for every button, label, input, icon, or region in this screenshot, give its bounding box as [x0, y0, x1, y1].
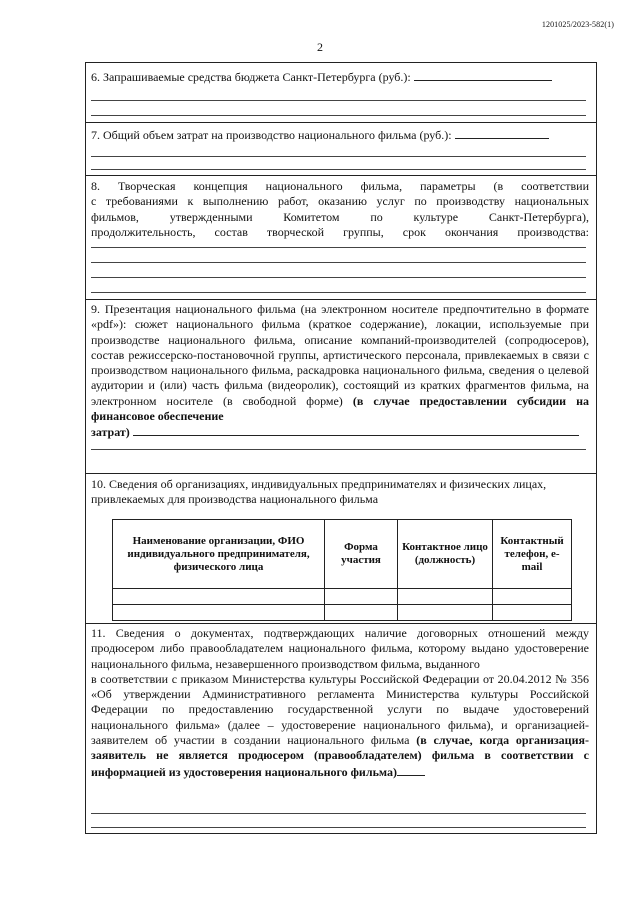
section-6-label: 6. Запрашиваемые средства бюджета Санкт-Петербурга (руб.): — [91, 70, 411, 84]
section-6-fill-line[interactable] — [414, 69, 552, 81]
section-7-answer-line[interactable] — [91, 169, 586, 170]
section-7-fill-line[interactable] — [455, 127, 549, 139]
table-cell[interactable] — [493, 605, 572, 621]
table-cell[interactable] — [398, 605, 493, 621]
document-number: 1201025/2023-582(1) — [541, 20, 614, 29]
page-number: 2 — [317, 40, 323, 54]
section-10-text: 10. Сведения об организациях, индивидуальных предпринимателях и физических лицах, привлекаемых для производства национального фильма — [91, 477, 547, 507]
table-cell[interactable] — [113, 605, 325, 621]
section-6-answer-line[interactable] — [91, 115, 586, 116]
section-11-condition: (в случае, когда организация-заявитель не является продюсером (правообладателем) фильма в соответствии с информацией из удостоверения национального фильма) — [91, 733, 589, 779]
organizations-table — [112, 519, 572, 621]
section-8 — [91, 179, 589, 240]
column-header: Наименование организации, ФИО индивидуального предпринимателя, физического лица — [113, 520, 325, 589]
table-row — [113, 589, 572, 605]
section-divider — [86, 299, 596, 300]
section-9-condition: (в случае предоставлении субсидии на финансовое обеспечение — [91, 393, 590, 424]
section-8-answer-line[interactable] — [91, 262, 586, 263]
table-cell[interactable] — [325, 605, 398, 621]
section-9-fill-line[interactable] — [133, 424, 579, 436]
section-8-line: фильмов, утвержденными Комитетом по культуре Санкт-Петербурга), — [91, 209, 589, 224]
section-divider — [86, 175, 596, 176]
table-cell[interactable] — [493, 589, 572, 605]
section-11-fill-line[interactable] — [397, 764, 425, 776]
section-6 — [91, 69, 589, 85]
section-divider — [86, 623, 596, 624]
section-9-text: 9. Презентация национального фильма (на электронном носителе предпочтительно в формате «pdf»): сюжет национального фильма (краткое содержание), локации, используемые при производстве национального фильма, описание компаний-производителей (сопродюсеров), состав режиссерско-постановочной группы, артистического персонала, привлекаемых в связи с производством национального фильма, раскадровка национального фильма, сведения о целевой аудитории и (или) часть фильма (видеоролик), состоящий из кратких фрагментов фильма, на электронном носителе (в свободной форме) — [91, 302, 589, 408]
section-8-line: 8. Творческая концепция национального фильма, параметры (в соответствии — [91, 179, 589, 193]
section-9-tail — [91, 424, 589, 440]
section-10 — [91, 477, 589, 508]
section-6-answer-line[interactable] — [91, 100, 586, 101]
table-cell[interactable] — [325, 589, 398, 605]
table-header-row — [113, 520, 572, 589]
table-cell[interactable] — [113, 589, 325, 605]
section-11-answer-line[interactable] — [91, 813, 586, 814]
section-8-line: продолжительность, состав творческой группы, срок окончания производства: — [91, 224, 589, 239]
section-8-answer-line[interactable] — [91, 277, 586, 278]
section-divider — [86, 473, 596, 474]
table-cell[interactable] — [398, 589, 493, 605]
table-row — [113, 605, 572, 621]
section-11 — [91, 626, 589, 780]
section-9-condition-end: затрат) — [91, 425, 130, 439]
section-7-answer-line[interactable] — [91, 156, 586, 157]
column-header: Контактный телефон, e-mail — [493, 520, 572, 589]
section-divider — [86, 122, 596, 123]
section-8-line: с требованиями к выполнению работ, оказанию услуг по производству национальных — [91, 194, 589, 209]
section-7 — [91, 127, 589, 143]
section-11-text-part1: 11. Сведения о документах, подтверждающих наличие договорных отношений между продюсером либо правообладателем национального фильма, которому выдано удостоверение национального фильма, незавершенного производством фильма, выданного — [91, 626, 589, 671]
column-header: Форма участия — [325, 520, 398, 589]
section-9-answer-line[interactable] — [91, 449, 586, 450]
section-9 — [91, 302, 589, 424]
section-7-label: 7. Общий объем затрат на производство национального фильма (руб.): — [91, 128, 452, 142]
section-11-answer-line[interactable] — [91, 827, 586, 828]
section-8-answer-line[interactable] — [91, 247, 586, 248]
section-8-answer-line[interactable] — [91, 292, 586, 293]
section-11-text-part2: в соответствии с приказом Министерства культуры Российской Федерации от 20.04.2012 № 356 «Об утверждении Административного регламента Министерства культуры Российской Федерации по предоставлению государственной услуги по выдаче удостоверений национального фильма» (далее – удостоверение национального фильма), и организацией-заявителем об участии в создании национального фильма (в случае, когда организация-заявитель не является продюсером (правообладателем) фильма в соответствии с информацией из удостоверения национального фильма) — [91, 671, 589, 779]
column-header: Контактное лицо (должность) — [398, 520, 493, 589]
form-frame — [85, 62, 597, 834]
